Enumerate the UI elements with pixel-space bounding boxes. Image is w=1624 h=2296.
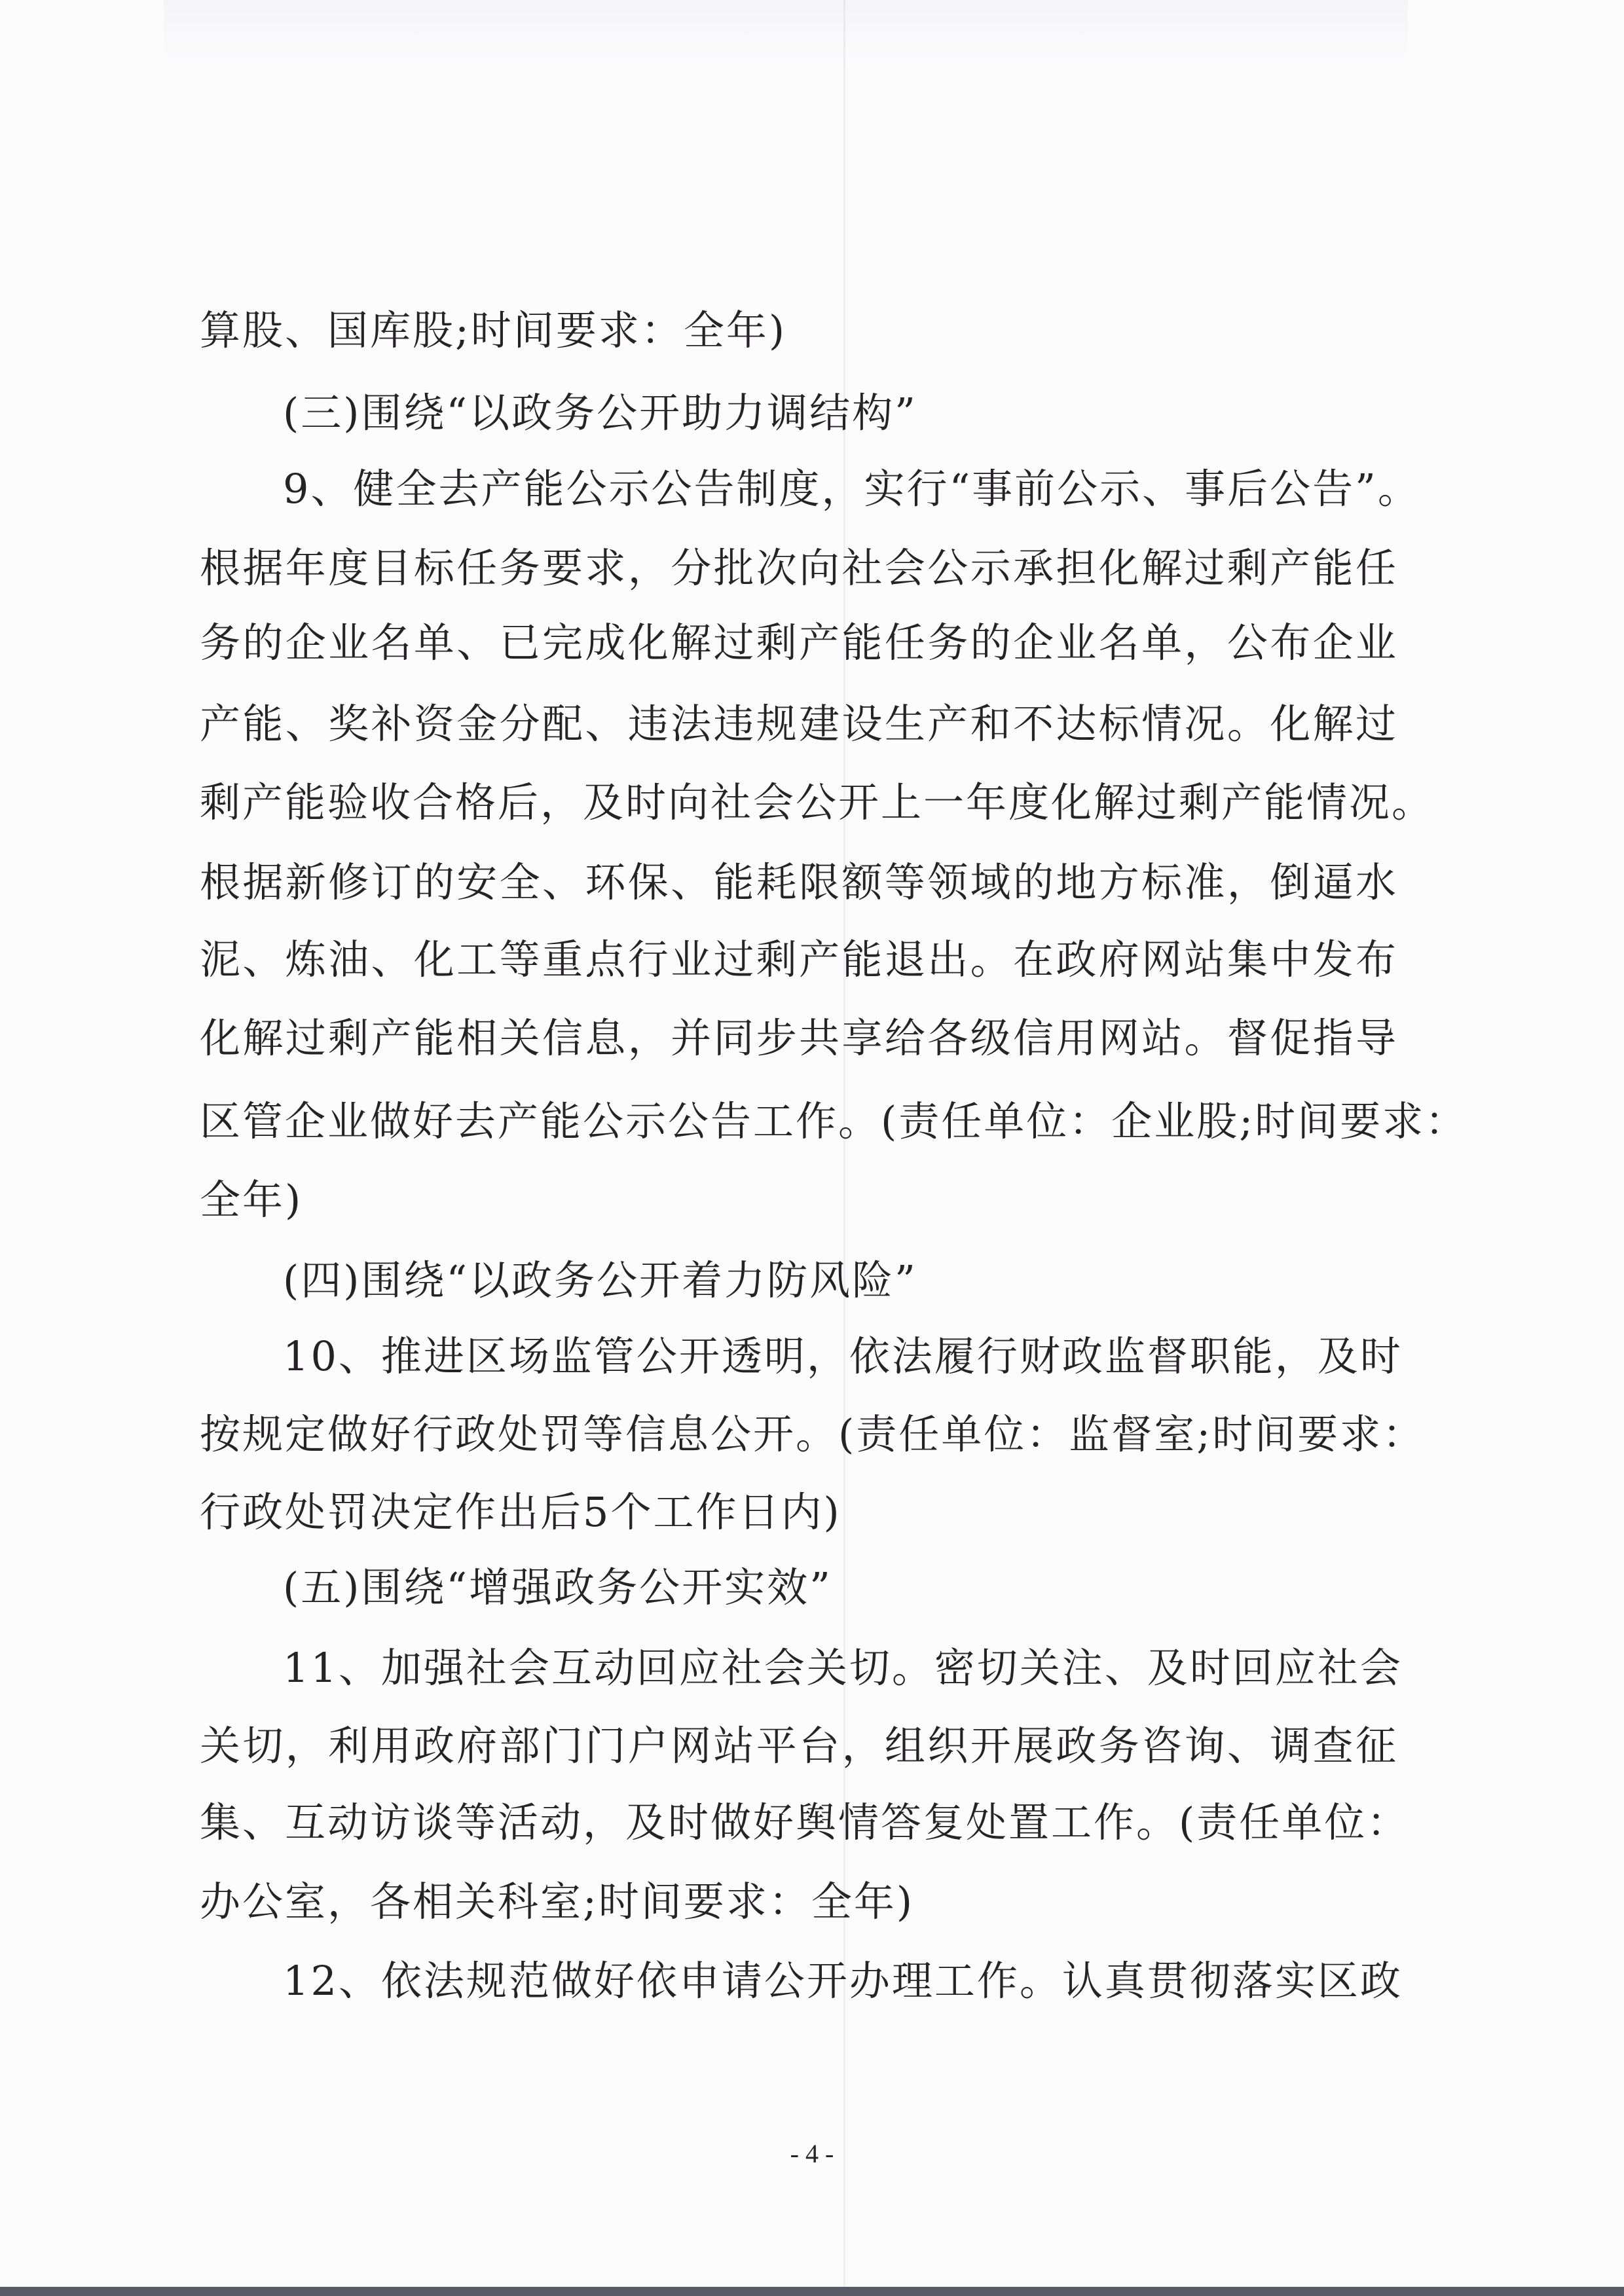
body-line: 集、互动访谈等活动，及时做好舆情答复处置工作。(责任单位： <box>200 1798 1410 1846</box>
body-line: 泥、炼油、化工等重点行业过剩产能退出。在政府网站集中发布 <box>200 936 1398 983</box>
body-line: 产能、奖补资金分配、违法违规建设生产和不达标情况。化解过 <box>200 700 1398 748</box>
page-number: - 4 - <box>790 2139 834 2168</box>
body-line: 办公室，各相关科室;时间要求：全年) <box>200 1878 915 1925</box>
item-11-first-line: 11、加强社会互动回应社会关切。密切关注、及时回应社会 <box>283 1644 1403 1692</box>
item-12-first-line: 12、依法规范做好依申请公开办理工作。认真贯彻落实区政 <box>283 1957 1403 2005</box>
body-line: 务的企业名单、已完成化解过剩产能任务的企业名单，公布企业 <box>200 619 1398 666</box>
section-heading-4: (四)围绕“以政务公开着力防风险” <box>283 1256 917 1304</box>
body-line: 算股、国库股;时间要求：全年) <box>200 306 787 354</box>
body-line: 根据年度目标任务要求，分批次向社会公示承担化解过剩产能任 <box>200 544 1398 592</box>
body-line: 按规定做好行政处罚等信息公开。(责任单位：监督室;时间要求： <box>200 1410 1426 1458</box>
item-10-first-line: 10、推进区场监管公开透明，依法履行财政监督职能，及时 <box>283 1332 1403 1380</box>
scan-bleed-through <box>164 0 1408 72</box>
body-line: 化解过剩产能相关信息，并同步共享给各级信用网站。督促指导 <box>200 1014 1398 1062</box>
body-line: 剩产能验收合格后，及时向社会公开上一年度化解过剩产能情况。 <box>200 778 1435 826</box>
section-heading-3: (三)围绕“以政务公开助力调结构” <box>283 389 917 437</box>
item-9-first-line: 9、健全去产能公示公告制度，实行“事前公示、事后公告”。 <box>283 465 1420 513</box>
body-line: 根据新修订的安全、环保、能耗限额等领域的地方标准，倒逼水 <box>200 858 1398 906</box>
body-line: 区管企业做好去产能公示公告工作。(责任单位：企业股;时间要求： <box>200 1097 1468 1145</box>
section-heading-5: (五)围绕“增强政务公开实效” <box>283 1563 832 1611</box>
body-line: 关切，利用政府部门门户网站平台，组织开展政务咨询、调查征 <box>200 1722 1398 1770</box>
body-line: 全年) <box>200 1176 303 1224</box>
body-line: 行政处罚决定作出后5个工作日内) <box>200 1488 841 1536</box>
scan-bottom-edge <box>0 2287 1624 2296</box>
